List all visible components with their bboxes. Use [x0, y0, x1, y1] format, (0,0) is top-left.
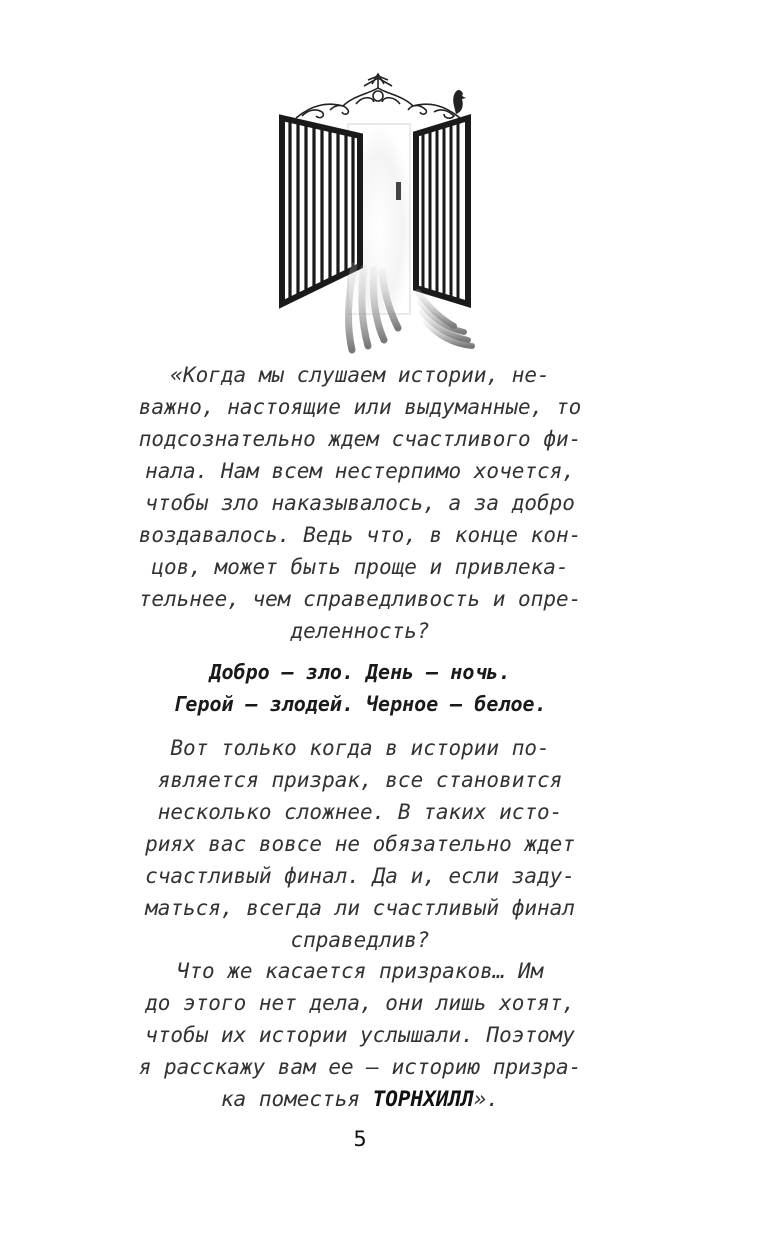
text-line: несколько сложнее. В таких исто- — [157, 800, 563, 824]
slogan-line-2: Герой — злодей. Черное — белое. — [173, 692, 547, 716]
text-line: счастливый финал. Да и, если заду- — [145, 864, 575, 888]
text-fragment: ». — [473, 1087, 500, 1111]
text-line: цов, может быть проще и привлека- — [151, 555, 569, 579]
estate-name: ТОРНХИЛЛ — [372, 1087, 474, 1111]
text-line: чтобы их истории услышали. Поэтому — [145, 1023, 575, 1047]
text-line: до этого нет дела, они лишь хотят, — [145, 991, 575, 1015]
text-line: чтобы зло наказывалось, а за добро — [145, 491, 575, 515]
text-line: Вот только когда в истории по- — [170, 736, 550, 760]
text-line: является призрак, все становится — [157, 768, 563, 792]
slogans — [100, 656, 620, 720]
text-line: воздавалось. Ведь что, в конце кон- — [138, 523, 582, 547]
page-number: 5 — [353, 1127, 367, 1151]
text-line: нала. Нам всем нестерпимо хочется, — [145, 459, 575, 483]
slogan-line-1: Добро — зло. День — ночь. — [209, 660, 511, 684]
ghost-paragraph — [100, 732, 620, 956]
text-fragment: ка поместья — [220, 1087, 373, 1111]
text-line: я расскажу вам ее — историю призра- — [138, 1055, 582, 1079]
open-gates-icon — [268, 66, 488, 358]
text-line: риях вас вовсе не обязательно ждет — [145, 832, 575, 856]
text-line: маться, всегда ли счастливый финал — [145, 896, 575, 920]
text-line: тельнее, чем справедливость и опре- — [138, 587, 582, 611]
text-line: Что же касается призраков… Им — [176, 959, 544, 983]
text-line: важно, настоящие или выдуманные, то — [138, 395, 582, 419]
text-line: справедлив? — [290, 928, 430, 952]
text-line: «Когда мы слушаем истории, не- — [170, 363, 550, 387]
text-line-last — [100, 1083, 620, 1115]
text-line: деленность? — [290, 619, 430, 643]
closing-paragraph — [100, 955, 620, 1115]
text-line: подсознательно ждем счастливого фи- — [138, 427, 582, 451]
intro-paragraph — [100, 359, 620, 647]
